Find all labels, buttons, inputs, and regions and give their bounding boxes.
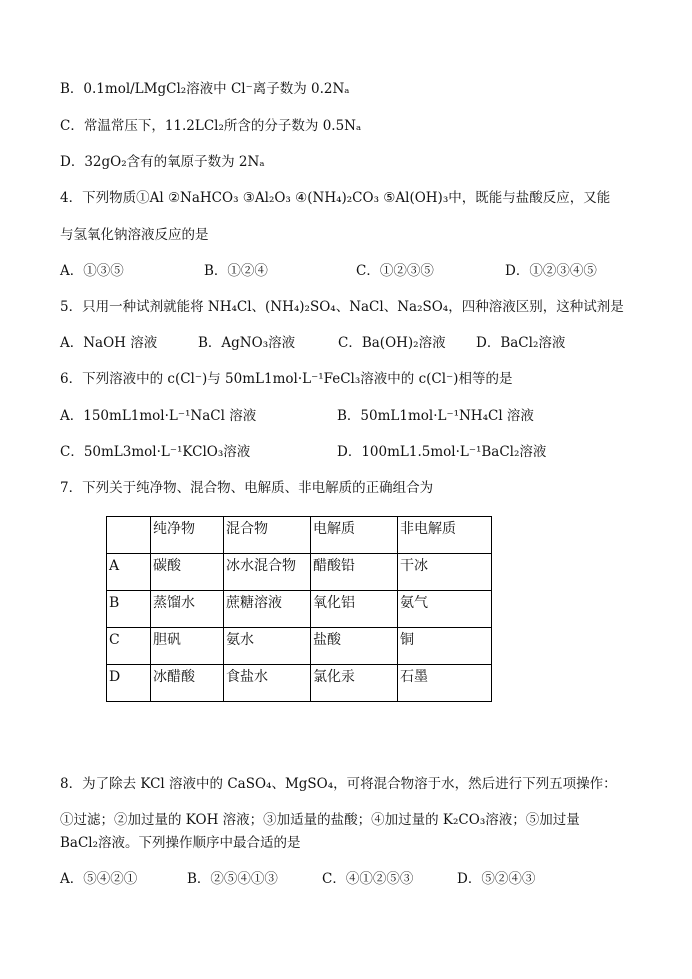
q6-option-c: C．50mL3mol·L⁻¹KClO₃溶液 <box>60 444 251 460</box>
q6-stem: 6．下列溶液中的 c(Cl⁻)与 50mL1mol·L⁻¹FeCl₃溶液中的 c(Cl⁻)相等的是 <box>60 371 513 387</box>
table-cell: 冰醋酸 <box>151 665 224 702</box>
q5-option-a: A．NaOH 溶液 <box>60 335 158 351</box>
q5-option-c: C．Ba(OH)₂溶液 <box>338 335 446 351</box>
q8-option-b: B．②⑤④①③ <box>187 871 278 887</box>
table-row <box>107 554 492 591</box>
q8-option-a: A．⑤④②① <box>60 871 138 887</box>
q8-stem-line1: 8．为了除去 KCl 溶液中的 CaSO₄、MgSO₄，可将混合物溶于水，然后进行下列五项操作： <box>60 776 617 792</box>
table-cell: 铜 <box>398 628 492 665</box>
table-cell: 非电解质 <box>398 517 492 554</box>
q4-option-a: A．①③⑤ <box>60 263 124 279</box>
q7-answer-table <box>106 516 492 702</box>
q3-option-b: B．0.1mol/LMgCl₂溶液中 Cl⁻离子数为 0.2Nₐ <box>60 81 350 97</box>
table-cell: 蔗糖溶液 <box>224 591 311 628</box>
q4-option-d: D．①②③④⑤ <box>505 263 597 279</box>
table-cell: 电解质 <box>311 517 398 554</box>
q5-option-d: D．BaCl₂溶液 <box>476 335 566 351</box>
table-cell <box>107 517 151 554</box>
table-cell: 碳酸 <box>151 554 224 591</box>
q4-stem-line2: 与氢氧化钠溶液反应的是 <box>60 227 209 243</box>
q8-stem-line3: BaCl₂溶液。下列操作顺序中最合适的是 <box>60 835 301 851</box>
q4-option-c: C．①②③⑤ <box>356 263 434 279</box>
table-cell: A <box>107 554 151 591</box>
table-cell: 氯化汞 <box>311 665 398 702</box>
q3-option-d: D．32gO₂含有的氧原子数为 2Nₐ <box>60 154 265 170</box>
q5-option-b: B．AgNO₃溶液 <box>198 335 296 351</box>
table-cell: 氨气 <box>398 591 492 628</box>
table-cell: 石墨 <box>398 665 492 702</box>
q6-option-d: D．100mL1.5mol·L⁻¹BaCl₂溶液 <box>337 444 547 460</box>
table-cell: B <box>107 591 151 628</box>
q8-stem-line2: ①过滤；②加过量的 KOH 溶液；③加适量的盐酸；④加过量的 K₂CO₃溶液；⑤加过量 <box>60 812 580 828</box>
table-header-row <box>107 517 492 554</box>
q5-stem: 5．只用一种试剂就能将 NH₄Cl、(NH₄)₂SO₄、NaCl、Na₂SO₄，四种溶液区别，这种试剂是 <box>60 299 624 315</box>
table-cell: 混合物 <box>224 517 311 554</box>
table-cell: 冰水混合物 <box>224 554 311 591</box>
table-cell: 醋酸铅 <box>311 554 398 591</box>
q4-stem-line1: 4．下列物质①Al ②NaHCO₃ ③Al₂O₃ ④(NH₄)₂CO₃ ⑤Al(OH)₃中，既能与盐酸反应，又能 <box>60 190 611 206</box>
table-row <box>107 591 492 628</box>
table-cell: D <box>107 665 151 702</box>
table-cell: 食盐水 <box>224 665 311 702</box>
table-cell: 蒸馏水 <box>151 591 224 628</box>
table-cell: C <box>107 628 151 665</box>
table-row <box>107 665 492 702</box>
table-row <box>107 628 492 665</box>
table-cell: 盐酸 <box>311 628 398 665</box>
q6-option-b: B．50mL1mol·L⁻¹NH₄Cl 溶液 <box>337 408 534 424</box>
table-cell: 氧化铝 <box>311 591 398 628</box>
table-cell: 胆矾 <box>151 628 224 665</box>
table-cell: 纯净物 <box>151 517 224 554</box>
q8-option-d: D．⑤②④③ <box>457 871 536 887</box>
q8-option-c: C．④①②⑤③ <box>322 871 414 887</box>
table-cell: 干冰 <box>398 554 492 591</box>
q3-option-c: C．常温常压下，11.2LCl₂所含的分子数为 0.5Nₐ <box>60 118 362 134</box>
table-cell: 氨水 <box>224 628 311 665</box>
q6-option-a: A．150mL1mol·L⁻¹NaCl 溶液 <box>60 408 257 424</box>
q4-option-b: B．①②④ <box>204 263 268 279</box>
q7-stem: 7．下列关于纯净物、混合物、电解质、非电解质的正确组合为 <box>60 480 434 496</box>
